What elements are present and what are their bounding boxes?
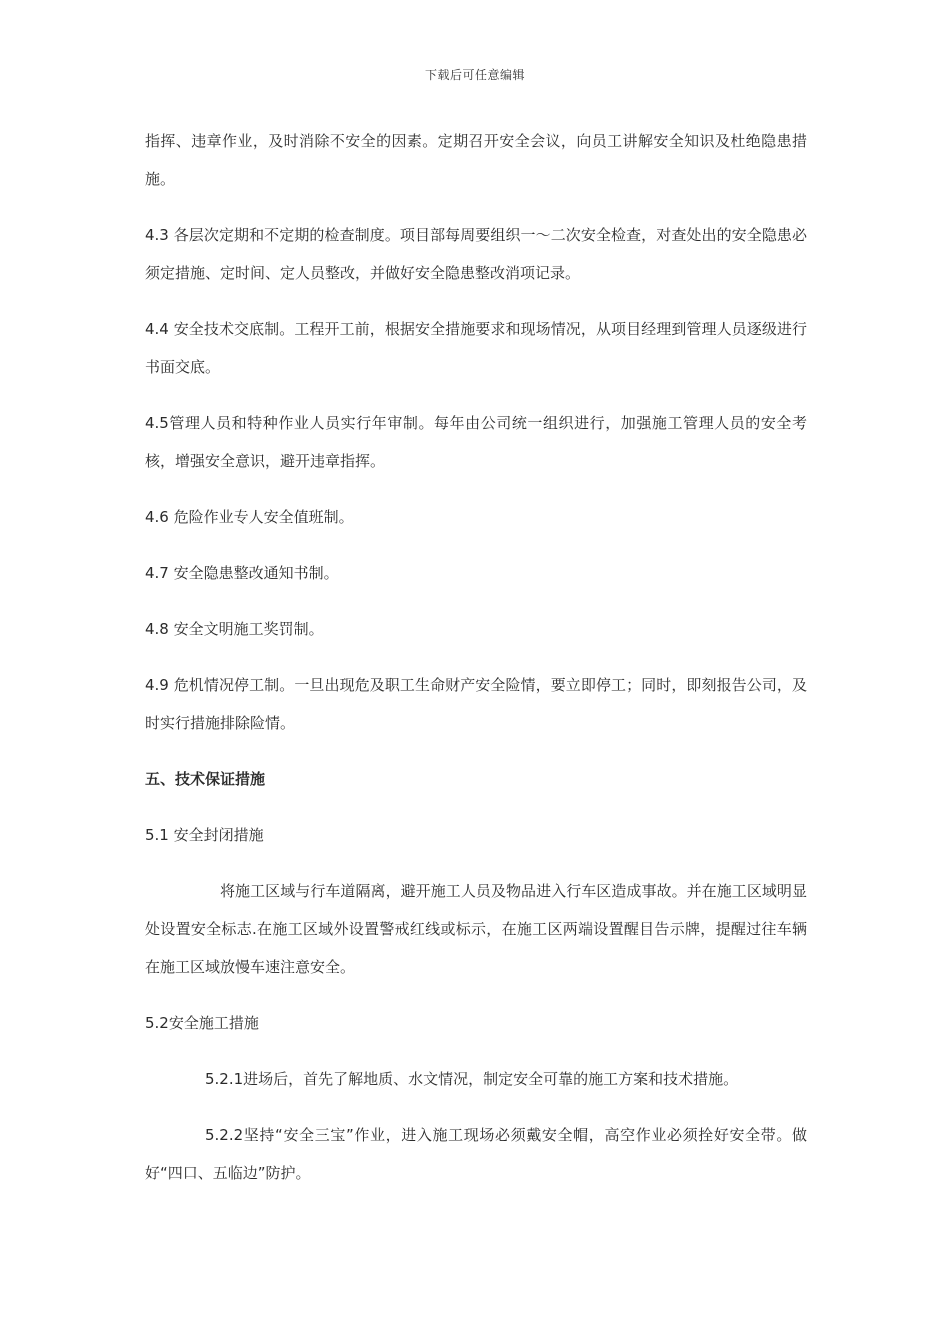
paragraph-4-6: 4.6 危险作业专人安全值班制。 bbox=[145, 508, 354, 526]
section-heading-5: 五、技术保证措施 bbox=[145, 770, 266, 788]
paragraph-4-7: 4.7 安全隐患整改通知书制。 bbox=[145, 564, 339, 582]
paragraph-5-2-1: 5.2.1进场后，首先了解地质、水文情况，制定安全可靠的施工方案和技术措施。 bbox=[205, 1070, 739, 1088]
subheading-5-1: 5.1 安全封闭措施 bbox=[145, 826, 264, 844]
document-body bbox=[145, 122, 807, 1210]
subheading-5-2: 5.2安全施工措施 bbox=[145, 1014, 259, 1032]
paragraph-4-5: 4.5管理人员和特种作业人员实行年审制。每年由公司统一组织进行，加强施工管理人员的安全考核，增强安全意识，避开违章指挥。 bbox=[145, 414, 807, 470]
paragraph-5-2-2: 5.2.2坚持“安全三宝”作业，进入施工现场必须戴安全帽，高空作业必须拴好安全带。做好“四口、五临边”防护。 bbox=[145, 1126, 807, 1182]
paragraph-continuation: 指挥、违章作业，及时消除不安全的因素。定期召开安全会议，向员工讲解安全知识及杜绝隐患措施。 bbox=[145, 132, 807, 188]
paragraph-4-3: 4.3 各层次定期和不定期的检查制度。项目部每周要组织一～二次安全检查，对查处出的安全隐患必须定措施、定时间、定人员整改，并做好安全隐患整改消项记录。 bbox=[145, 226, 807, 282]
paragraph-5-1-body: 将施工区域与行车道隔离，避开施工人员及物品进入行车区造成事故。并在施工区域明显处设置安全标志.在施工区域外设置警戒红线或标示，在施工区两端设置醒目告示牌，提醒过往车辆在施工区域放慢车速注意安全。 bbox=[145, 882, 807, 976]
paragraph-4-4: 4.4 安全技术交底制。工程开工前，根据安全措施要求和现场情况，从项目经理到管理人员逐级进行书面交底。 bbox=[145, 320, 807, 376]
paragraph-4-8: 4.8 安全文明施工奖罚制。 bbox=[145, 620, 324, 638]
page-header: 下载后可任意编辑 bbox=[424, 68, 525, 82]
paragraph-4-9: 4.9 危机情况停工制。一旦出现危及职工生命财产安全险情，要立即停工；同时，即刻报告公司，及时实行措施排除险情。 bbox=[145, 676, 807, 732]
